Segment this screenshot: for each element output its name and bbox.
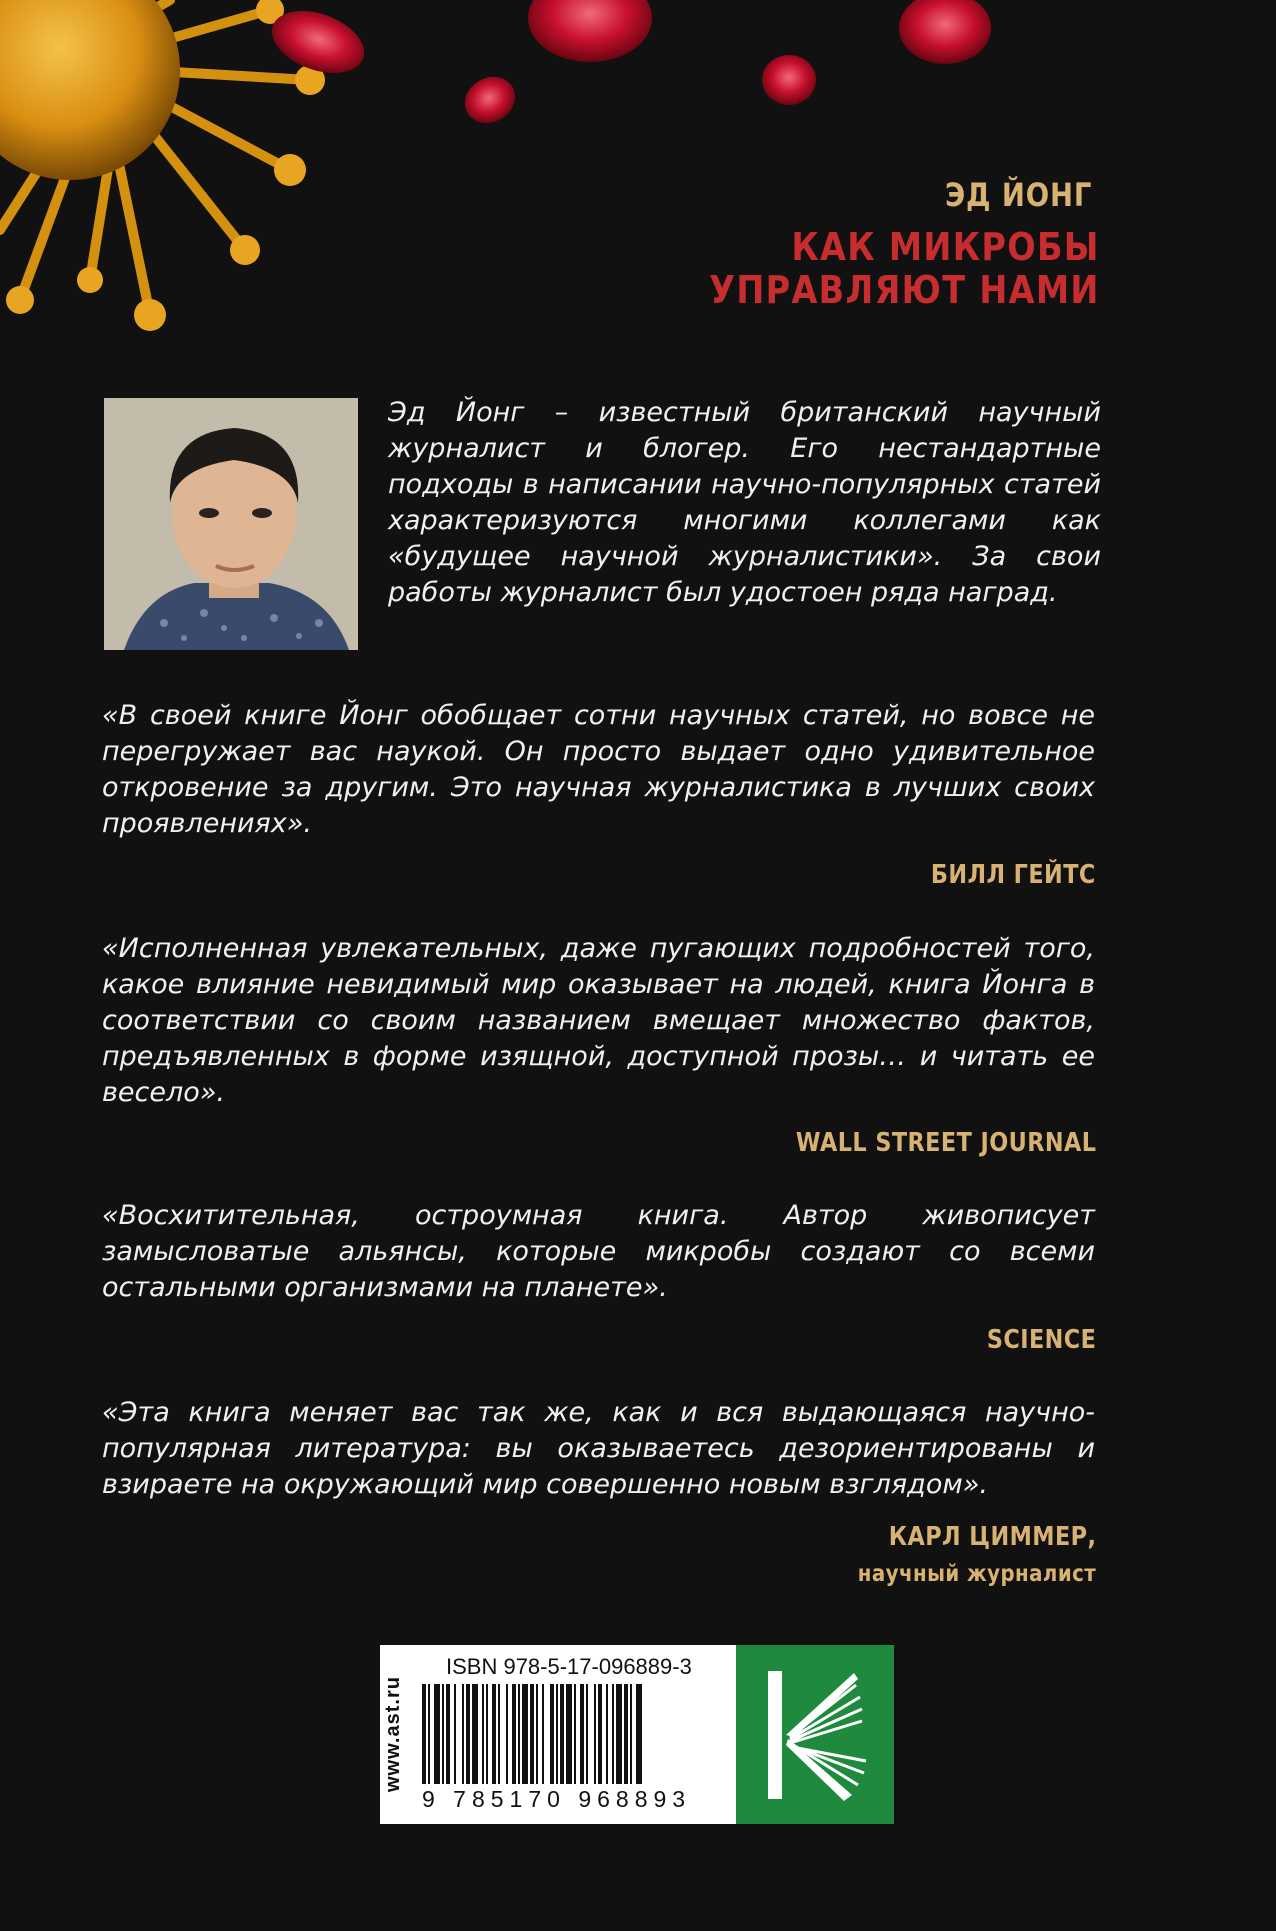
- virus-illustration: [0, 0, 325, 331]
- author-name: ЭД ЙОНГ: [944, 176, 1092, 214]
- review-quote: «В своей книге Йонг обобщает сотни научных статей, но вовсе не перегружает вас наукой. Он просто выдает одно удивительное откровение за другим. Это научная журналистика в лучших своих проявлениях».: [102, 700, 1095, 839]
- barcode-bar: [462, 1684, 464, 1784]
- book-title: [710, 226, 1100, 312]
- book-title-line2: УПРАВЛЯЮТ НАМИ: [709, 268, 1100, 312]
- review-source-role: научный журналист: [857, 1561, 1096, 1587]
- review-source: КАРЛ ЦИММЕР,: [888, 1522, 1096, 1552]
- author-bio: Эд Йонг – известный британский научный журналист и блогер. Его нестандартные подходы в написании научно-популярных статей характеризуются многими коллегами как «будущее научной журналистики». За свои работы журналист был удостоен ряда наград.: [388, 397, 1101, 608]
- barcode-bar: [556, 1684, 558, 1784]
- barcode-bar: [472, 1684, 478, 1784]
- barcode-bar: [512, 1684, 516, 1784]
- barcode-bar: [542, 1684, 544, 1784]
- barcode-bar: [636, 1684, 642, 1784]
- review-quote: «Восхитительная, остроумная книга. Автор живописует замысловатые альянсы, которые микробы создают со всеми остальными организмами на планете».: [102, 1200, 1095, 1303]
- barcode-bar: [580, 1684, 584, 1784]
- publisher-logo: [736, 1645, 894, 1824]
- barcode-number: 9 785170 968893: [422, 1786, 692, 1812]
- barcode-bar: [522, 1684, 528, 1784]
- barcode-bar: [598, 1684, 602, 1784]
- book-title-line1: КАК МИКРОБЫ: [791, 225, 1100, 269]
- barcode-bar: [486, 1684, 488, 1784]
- review-quote: «Эта книга меняет вас так же, как и вся выдающаяся научно-популярная литература: вы оказываетесь дезориентированы и взираете на окружающий мир совершенно новым взглядом».: [102, 1397, 1095, 1500]
- barcode-bar: [530, 1684, 534, 1784]
- barcode-bar: [550, 1684, 554, 1784]
- barcode-bar: [566, 1684, 572, 1784]
- review-source: БИЛЛ ГЕЙТС: [931, 860, 1096, 890]
- barcode-bar: [482, 1684, 484, 1784]
- barcode-bar: [616, 1684, 622, 1784]
- barcode-bar: [422, 1684, 426, 1784]
- barcode-bar: [606, 1684, 608, 1784]
- barcode-bar: [428, 1684, 430, 1784]
- barcode-bar: [630, 1684, 632, 1784]
- barcode-bar: [586, 1684, 588, 1784]
- review-quote: «Исполненная увлекательных, даже пугающих подробностей того, какое влияние невидимый мир оказывает на людей, книга Йонга в соответствии со своим названием вмещает множество фактов, предъявленных в форме изящной, доступной прозы… и читать ее весело».: [102, 933, 1095, 1108]
- barcode-bar: [434, 1684, 440, 1784]
- barcode-bar: [506, 1684, 508, 1784]
- barcode-bar: [612, 1684, 614, 1784]
- barcode-bar: [574, 1684, 576, 1784]
- barcode-bars: [422, 1684, 712, 1784]
- barcode-bar: [536, 1684, 538, 1784]
- barcode-bar: [518, 1684, 520, 1784]
- review-source: SCIENCE: [986, 1325, 1096, 1355]
- barcode-bar: [492, 1684, 496, 1784]
- barcode-bar: [446, 1684, 450, 1784]
- barcode-bar: [624, 1684, 628, 1784]
- barcode-bar: [594, 1684, 596, 1784]
- barcode-bar: [454, 1684, 456, 1784]
- publisher-website: www.ast.ru: [382, 1676, 404, 1792]
- barcode-bar: [466, 1684, 470, 1784]
- barcode-bar: [442, 1684, 444, 1784]
- red-blood-cells: [263, 0, 991, 132]
- barcode-bar: [560, 1684, 564, 1784]
- barcode-bar: [498, 1684, 500, 1784]
- author-portrait: [104, 398, 358, 650]
- review-source: WALL STREET JOURNAL: [795, 1128, 1096, 1158]
- isbn-text: ISBN 978-5-17-096889-3: [446, 1654, 692, 1679]
